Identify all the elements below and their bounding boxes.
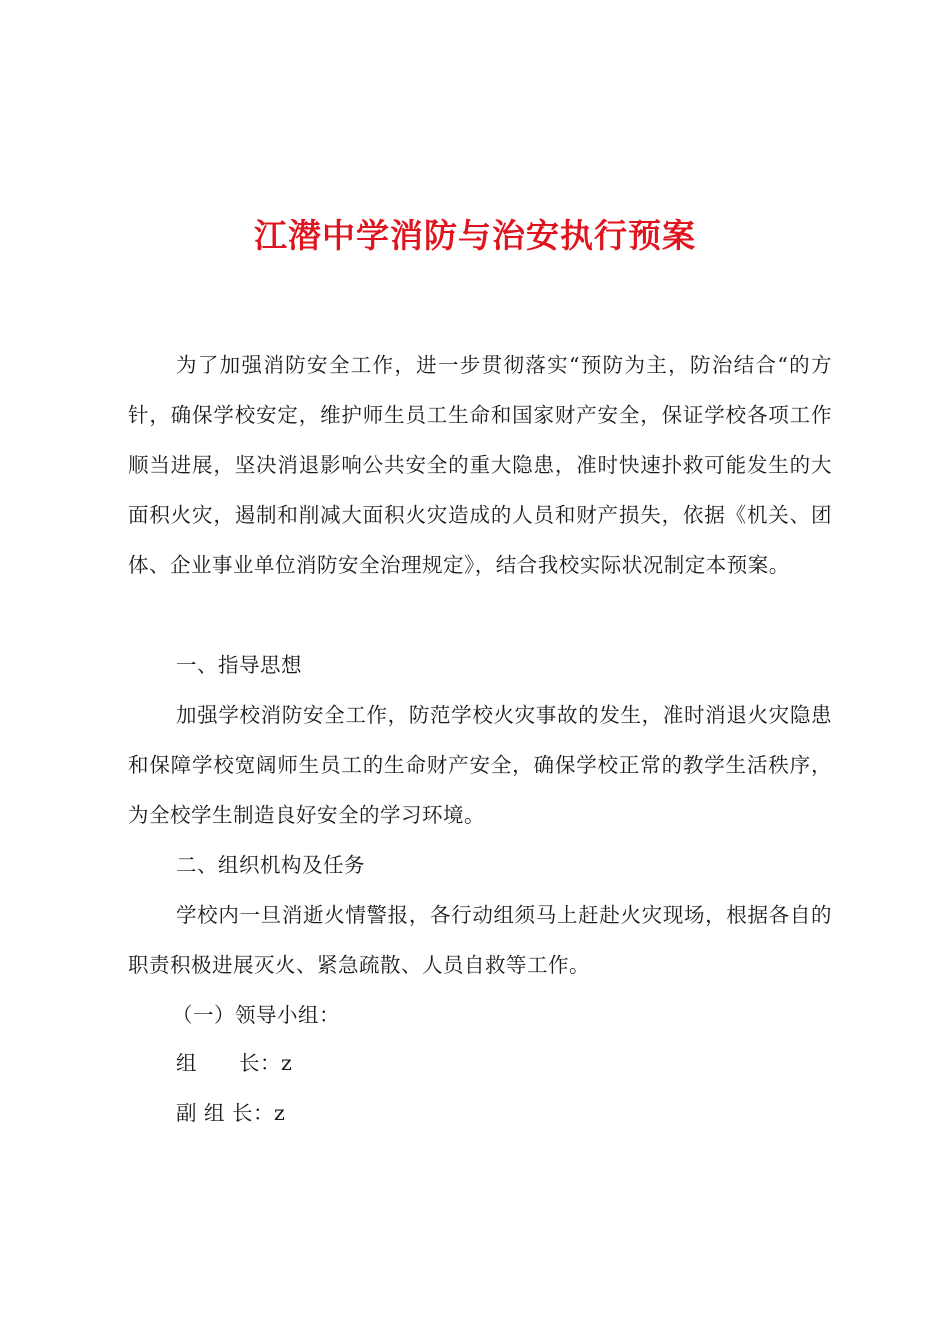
organization-paragraph: 学校内一旦消逝火情警报，各行动组须马上赶赴火灾现场，根据各自的职责积极进展灭火、紧急疏散、人员自救等工作。: [128, 903, 832, 977]
guiding-ideology-paragraph: 加强学校消防安全工作，防范学校火灾事故的发生，准时消退火灾隐患和保障学校宽阔师生员工的生命财产安全，确保学校正常的教学生活秩序，为全校学生制造良好安全的学习环境。: [128, 703, 832, 827]
subsection-heading-leadership: （一）领导小组：: [172, 1003, 340, 1027]
section-heading-guiding-ideology: 一、指导思想: [176, 653, 302, 677]
intro-paragraph: 为了加强消防安全工作，进一步贯彻落实“预防为主，防治结合“的方针，确保学校安定，维护师生员工生命和国家财产安全，保证学校各项工作顺当进展，坚决消退影响公共安全的重大隐患，准时快速扑救可能发生的大面积火灾，遏制和削减大面积火灾造成的人员和财产损失，依据《机关、团体、企业事业单位消防安全治理规定》，结合我校实际状况制定本预案。: [128, 353, 832, 577]
deputy-leader-line: 副 组 长：z: [176, 1101, 286, 1125]
leader-line: 组 长：z: [176, 1051, 293, 1075]
section-heading-organization: 二、组织机构及任务: [176, 853, 365, 877]
document-title: 江潜中学消防与治安执行预案: [254, 216, 696, 255]
